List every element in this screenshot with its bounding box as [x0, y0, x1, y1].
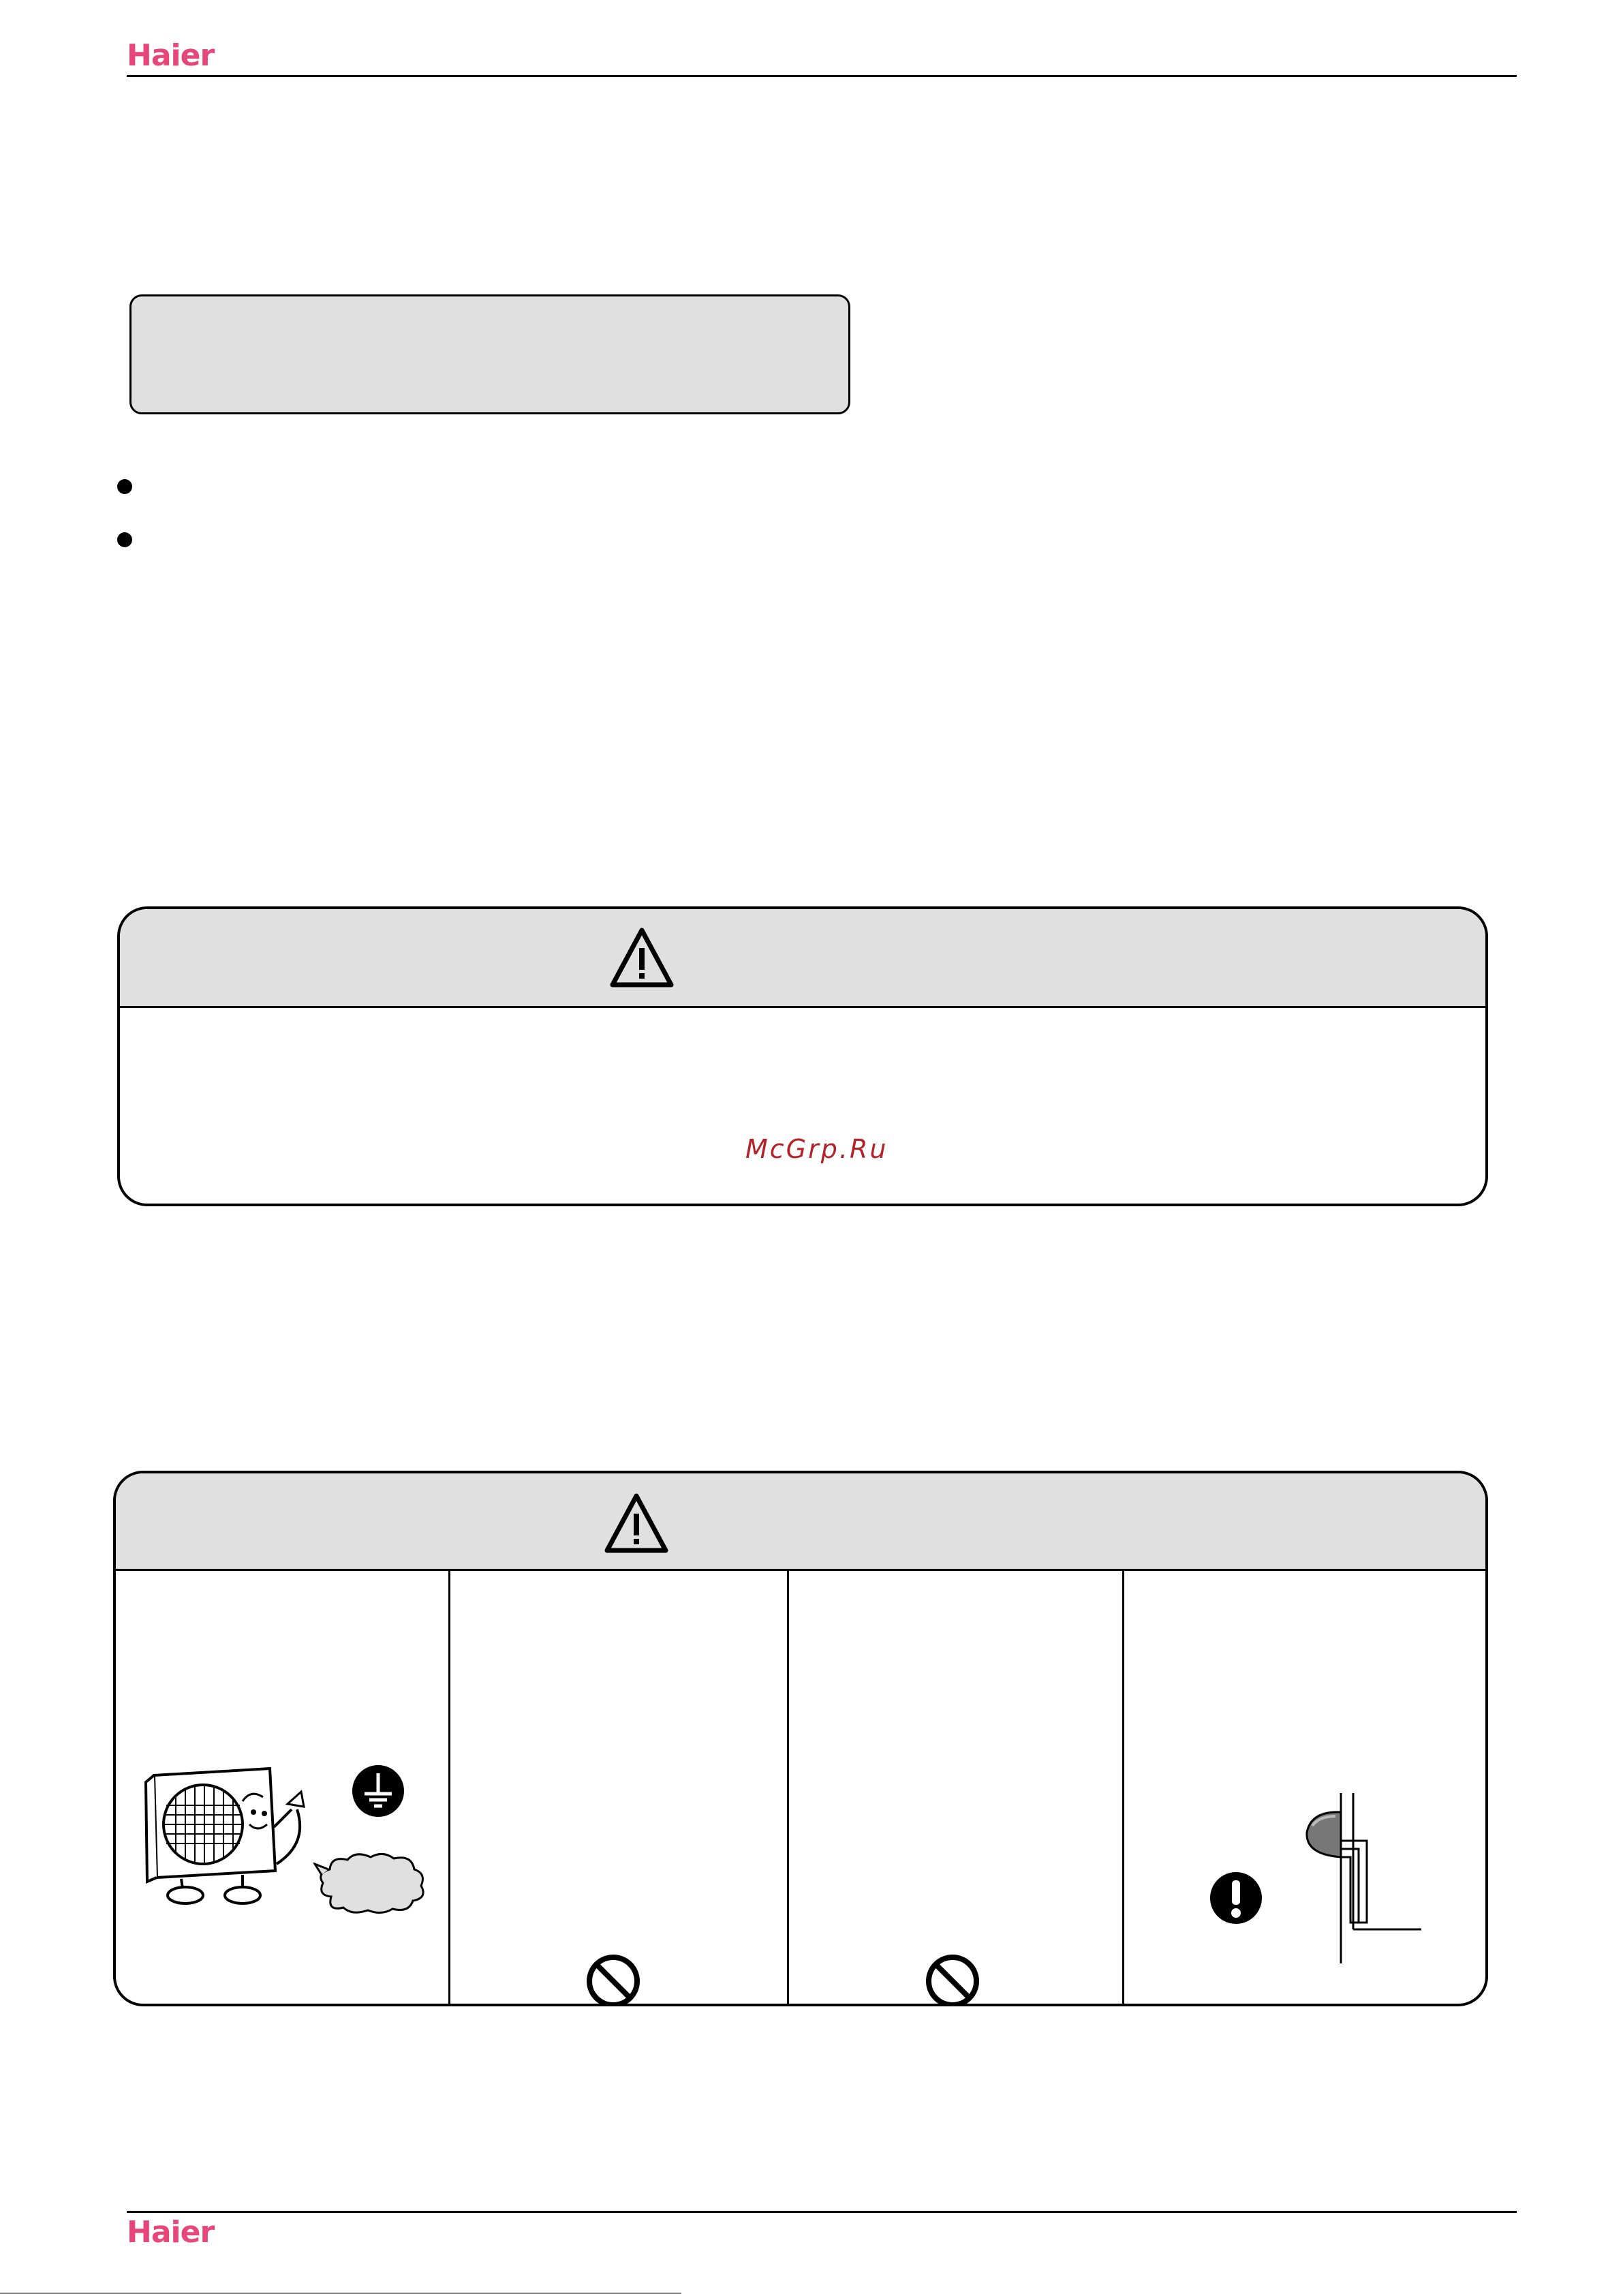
prohibition-icon — [585, 1953, 642, 2006]
caution-panel — [113, 1471, 1488, 2006]
footer-rule — [127, 2211, 1517, 2213]
caution-panel-header — [116, 1473, 1485, 1571]
caution-panel-body — [116, 1571, 1485, 2004]
warning-triangle-icon — [609, 927, 675, 988]
prohibition-icon — [924, 1953, 981, 2006]
notice-box — [129, 294, 850, 414]
column-divider — [448, 1571, 450, 2004]
mandatory-exclamation-icon — [1209, 1871, 1263, 1925]
column-divider — [1122, 1571, 1124, 2004]
watermark: McGrp.Ru — [745, 1134, 888, 1164]
page-edge-line — [0, 2293, 681, 2294]
haier-logo: Haier — [127, 2215, 215, 2250]
warning-panel — [117, 906, 1488, 1206]
bullet-point-2 — [117, 532, 132, 547]
ground-symbol-icon — [351, 1764, 405, 1818]
warning-triangle-icon — [604, 1493, 669, 1554]
bullet-point-1 — [117, 479, 132, 494]
warning-panel-header — [120, 909, 1485, 1008]
wall-drain-illustration — [1305, 1793, 1428, 1963]
header-rule — [127, 75, 1517, 77]
haier-logo: Haier — [127, 38, 215, 73]
outdoor-unit-illustration — [140, 1762, 311, 1912]
speech-cloud-icon — [313, 1849, 429, 1917]
column-divider — [787, 1571, 789, 2004]
